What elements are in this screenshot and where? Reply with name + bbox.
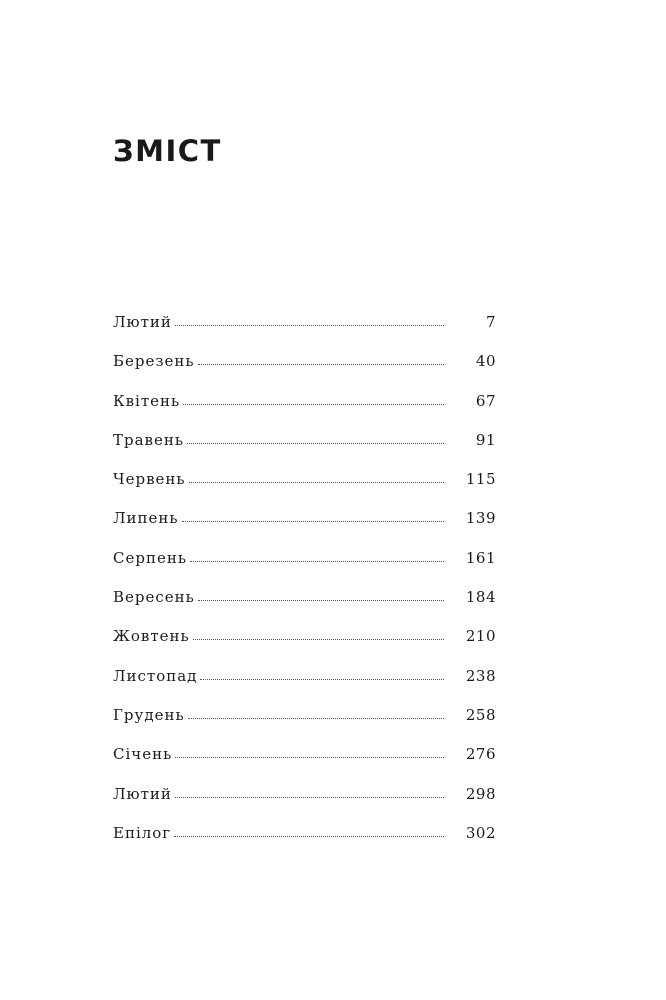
toc-entry <box>113 467 496 506</box>
toc-entry-page: 115 <box>465 470 496 489</box>
toc-entry-page: 40 <box>475 352 496 371</box>
dot-leader <box>200 679 444 680</box>
toc-entry-page: 298 <box>465 784 496 803</box>
dot-leader <box>175 325 444 326</box>
toc-entry <box>113 349 496 388</box>
dot-leader <box>175 797 444 798</box>
toc-entry-label: Липень <box>113 509 179 528</box>
toc-entry-page: 161 <box>465 548 496 567</box>
toc-entry-label: Квітень <box>113 391 181 410</box>
toc-entry-label: Червень <box>113 470 186 489</box>
dot-leader <box>190 561 444 562</box>
dot-leader <box>193 639 444 640</box>
toc-entry-label: Січень <box>113 745 173 764</box>
toc-entry-page: 258 <box>465 705 496 724</box>
toc-entry <box>113 585 496 624</box>
toc-entry <box>113 742 496 781</box>
toc-entry-page: 238 <box>465 666 496 685</box>
dot-leader <box>198 364 444 365</box>
toc-entry-page: 7 <box>485 313 496 331</box>
dot-leader <box>189 482 444 483</box>
toc-entry-page: 276 <box>465 745 496 764</box>
toc-entry-page: 139 <box>465 509 496 528</box>
toc-entry-label: Вересень <box>113 588 195 607</box>
toc-entry <box>113 821 496 860</box>
dot-leader <box>174 836 444 837</box>
toc-entry-label: Листопад <box>113 666 198 685</box>
dot-leader <box>175 757 444 758</box>
toc-entry-page: 67 <box>475 391 496 410</box>
toc-entry <box>113 546 496 585</box>
toc-entry-label: Лютий <box>113 784 172 803</box>
toc-entry-label: Грудень <box>113 705 185 724</box>
toc-entry <box>113 782 496 821</box>
toc-entry-page: 91 <box>475 430 496 449</box>
dot-leader <box>182 521 444 522</box>
dot-leader <box>187 443 444 444</box>
toc-entry <box>113 310 496 349</box>
toc-entry <box>113 624 496 663</box>
dot-leader <box>188 718 444 719</box>
toc-entry-label: Березень <box>113 352 195 371</box>
toc-entry <box>113 703 496 742</box>
toc-entry <box>113 506 496 545</box>
table-of-contents <box>113 310 496 860</box>
dot-leader <box>198 600 444 601</box>
page-title: ЗМІСТ <box>113 134 222 168</box>
toc-entry-page: 302 <box>465 823 496 842</box>
toc-entry-label: Лютий <box>113 313 172 331</box>
toc-entry <box>113 664 496 703</box>
toc-entry-label: Травень <box>113 430 185 449</box>
toc-entry-label: Серпень <box>113 548 187 567</box>
toc-entry-label: Жовтень <box>113 627 190 646</box>
toc-entry <box>113 389 496 428</box>
toc-entry-label: Епілог <box>113 823 172 842</box>
toc-entry-page: 210 <box>465 627 496 646</box>
toc-entry-page: 184 <box>465 588 496 607</box>
dot-leader <box>183 404 444 405</box>
toc-entry <box>113 428 496 467</box>
